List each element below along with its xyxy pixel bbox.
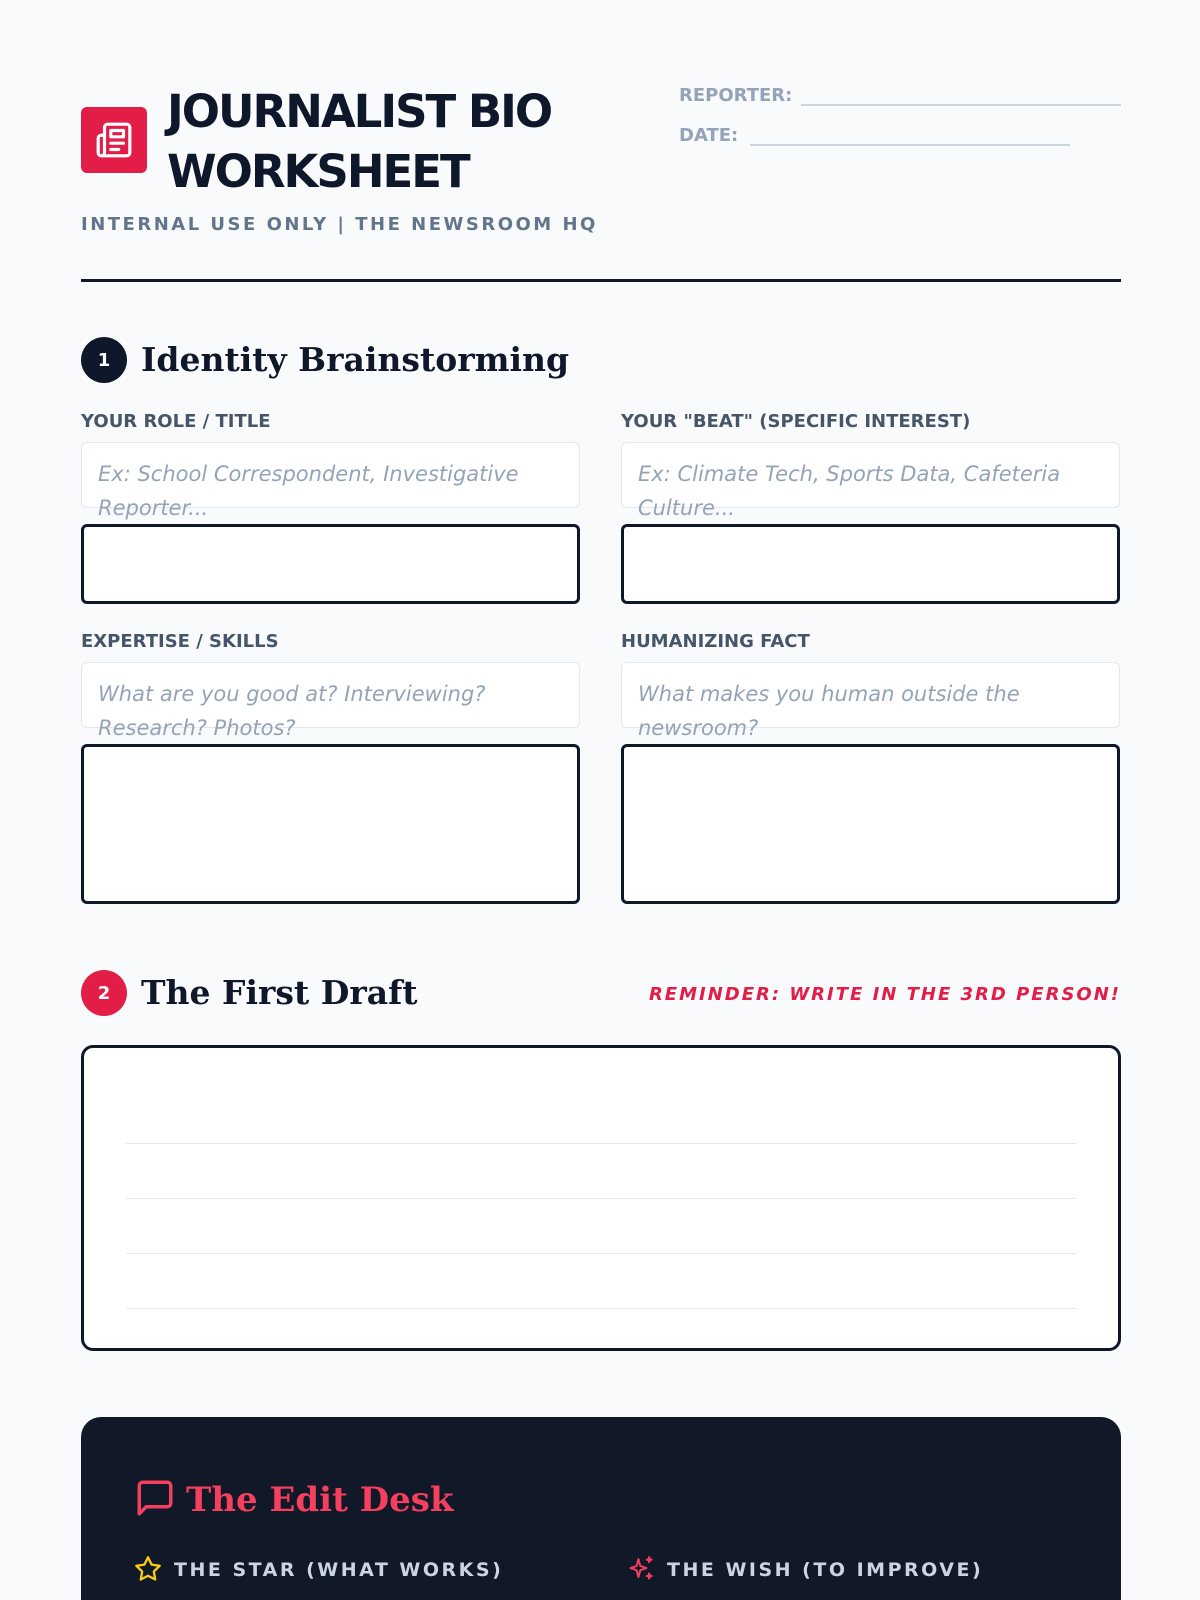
header-divider bbox=[81, 279, 1121, 282]
wish-label: THE WISH (TO IMPROVE) bbox=[667, 1559, 984, 1581]
message-square-icon bbox=[134, 1477, 176, 1524]
date-row bbox=[679, 122, 1121, 162]
page-subtitle: INTERNAL USE ONLY | THE NEWSROOM HQ bbox=[81, 214, 598, 235]
field-label: EXPERTISE / SKILLS bbox=[81, 631, 279, 652]
writing-line bbox=[126, 1143, 1076, 1144]
section-identity-header bbox=[81, 337, 1121, 385]
reporter-label: REPORTER: bbox=[679, 85, 793, 106]
newspaper-icon bbox=[81, 107, 147, 173]
hint-box: What makes you human outside the newsroom? bbox=[621, 662, 1120, 728]
date-field[interactable] bbox=[750, 144, 1070, 146]
section-title: Identity Brainstorming bbox=[141, 340, 570, 379]
section-title: The First Draft bbox=[141, 973, 418, 1012]
section-number-badge: 2 bbox=[81, 970, 127, 1016]
writing-line bbox=[126, 1198, 1076, 1199]
field-beat bbox=[621, 408, 1120, 604]
hint-box: Ex: School Correspondent, Investigative Reporter... bbox=[81, 442, 580, 508]
field-label: HUMANIZING FACT bbox=[621, 631, 810, 652]
hint-box: Ex: Climate Tech, Sports Data, Cafeteria Culture... bbox=[621, 442, 1120, 508]
writing-line bbox=[126, 1253, 1076, 1254]
worksheet-header bbox=[81, 82, 1121, 282]
field-expertise bbox=[81, 628, 580, 904]
edit-desk-panel bbox=[81, 1417, 1121, 1600]
section-number-badge: 1 bbox=[81, 337, 127, 383]
reminder-text: REMINDER: WRITE IN THE 3RD PERSON! bbox=[648, 984, 1121, 1005]
star-icon bbox=[134, 1555, 162, 1588]
field-role bbox=[81, 408, 580, 604]
edit-desk-title: The Edit Desk bbox=[186, 1480, 454, 1520]
sparkles-icon bbox=[627, 1555, 655, 1588]
humanizing-fact-input[interactable] bbox=[621, 744, 1120, 904]
field-label: YOUR "BEAT" (SPECIFIC INTEREST) bbox=[621, 411, 971, 432]
meta-fields bbox=[679, 82, 1121, 162]
field-humanizing-fact bbox=[621, 628, 1120, 904]
role-input[interactable] bbox=[81, 524, 580, 604]
reporter-row bbox=[679, 82, 1121, 122]
star-label: THE STAR (WHAT WORKS) bbox=[174, 1559, 504, 1581]
hint-box: What are you good at? Interviewing? Research? Photos? bbox=[81, 662, 580, 728]
expertise-input[interactable] bbox=[81, 744, 580, 904]
first-draft-textarea[interactable] bbox=[81, 1045, 1121, 1351]
reporter-field[interactable] bbox=[801, 104, 1121, 106]
section-draft-header bbox=[81, 970, 1121, 1018]
beat-input[interactable] bbox=[621, 524, 1120, 604]
date-label: DATE: bbox=[679, 125, 739, 146]
field-label: YOUR ROLE / TITLE bbox=[81, 411, 271, 432]
page-title: JOURNALIST BIO WORKSHEET bbox=[167, 85, 552, 198]
writing-line bbox=[126, 1308, 1076, 1309]
